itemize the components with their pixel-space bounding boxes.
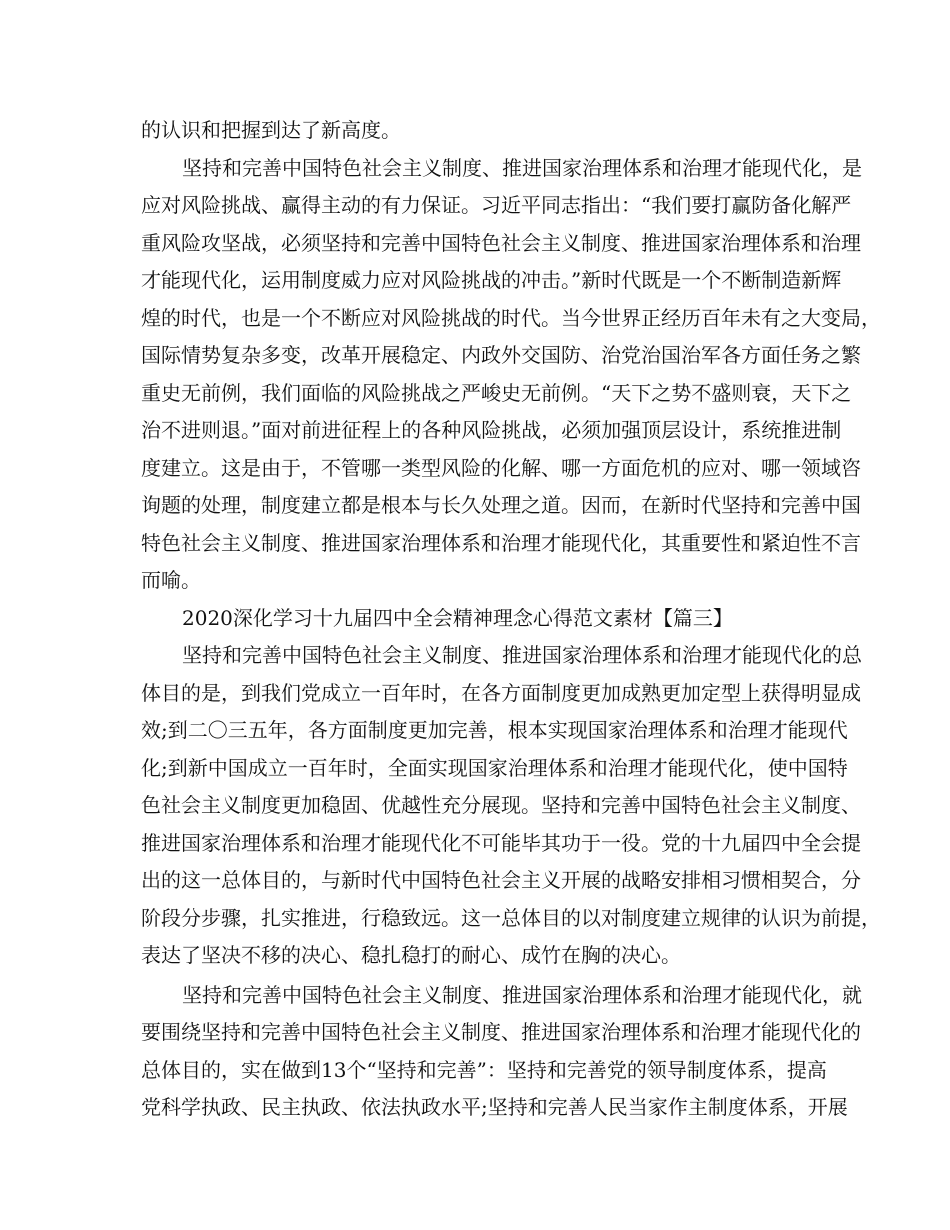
text-line: 总体目的，实在做到13个“坚持和完善”：坚持和完善党的领导制度体系，提高	[141, 1057, 827, 1082]
text-line: 色社会主义制度更加稳固、优越性充分展现。坚持和完善中国特色社会主义制度、	[141, 793, 861, 817]
text-line: 询题的处理，制度建立都是根本与长久处理之道。因而，在新时代坚持和完善中国	[141, 493, 861, 517]
text-line: 才能现代化，运用制度威力应对风险挑战的冲击。”新时代既是一个不断制造新辉	[141, 268, 842, 292]
text-line: 应对风险挑战、赢得主动的有力保证。习近平同志指出：“我们要打赢防备化解严	[141, 193, 852, 217]
text-line: 煌的时代，也是一个不断应对风险挑战的时代。当今世界正经历百年未有之大变局，	[141, 305, 881, 330]
text-line: 出的这一总体目的，与新时代中国特色社会主义开展的战略安排相习惯相契合，分	[141, 868, 861, 892]
text-line: 坚持和完善中国特色社会主义制度、推进国家治理体系和治理才能现代化，是	[182, 155, 862, 180]
text-line: 化;到新中国成立一百年时，全面实现国家治理体系和治理才能现代化，使中国特	[141, 755, 848, 780]
text-line: 重风险攻坚战，必须坚持和完善中国特色社会主义制度、推进国家治理体系和治理	[141, 230, 861, 255]
text-line: 推进国家治理体系和治理才能现代化不可能毕其功于一役。党的十九届四中全会提	[141, 830, 861, 855]
text-line: 的认识和把握到达了新高度。	[141, 118, 401, 142]
text-line: 坚持和完善中国特色社会主义制度、推进国家治理体系和治理才能现代化，就	[182, 982, 862, 1007]
text-line: 表达了坚决不移的决心、稳扎稳打的耐心、成竹在胸的决心。	[141, 943, 681, 967]
text-line: 治不进则退。”面对前进征程上的各种风险挑战，必须加强顶层设计，系统推进制	[141, 418, 842, 442]
text-line: 党科学执政、民主执政、依法执政水平;坚持和完善人民当家作主制度体系，开展	[141, 1095, 848, 1119]
text-line: 效;到二〇三五年，各方面制度更加完善，根本实现国家治理体系和治理才能现代	[141, 718, 848, 742]
text-line: 度建立。这是由于，不管哪一类型风险的化解、哪一方面危机的应对、哪一领域咨	[141, 455, 861, 480]
text-line: 重史无前例，我们面临的风险挑战之严峻史无前例。“天下之势不盛则衰，天下之	[141, 380, 852, 405]
text-line: 要围绕坚持和完善中国特色社会主义制度、推进国家治理体系和治理才能现代化的	[141, 1020, 861, 1044]
text-line: 国际情势复杂多变，改革开展稳定、内政外交国防、治党治国治军各方面任务之繁	[141, 343, 861, 367]
text-line: 体目的是，到我们党成立一百年时，在各方面制度更加成熟更加定型上获得明显成	[141, 680, 861, 705]
text-line: 而喻。	[141, 568, 201, 592]
text-line: 阶段分步骤，扎实推进，行稳致远。这一总体目的以对制度建立规律的认识为前提，	[141, 905, 881, 930]
section-heading: 2020深化学习十九届四中全会精神理念心得范文素材【篇三】	[182, 605, 733, 630]
text-line: 特色社会主义制度、推进国家治理体系和治理才能现代化，其重要性和紧迫性不言	[141, 530, 861, 555]
text-line: 坚持和完善中国特色社会主义制度、推进国家治理体系和治理才能现代化的总	[182, 643, 862, 667]
body-text	[141, 112, 881, 1127]
